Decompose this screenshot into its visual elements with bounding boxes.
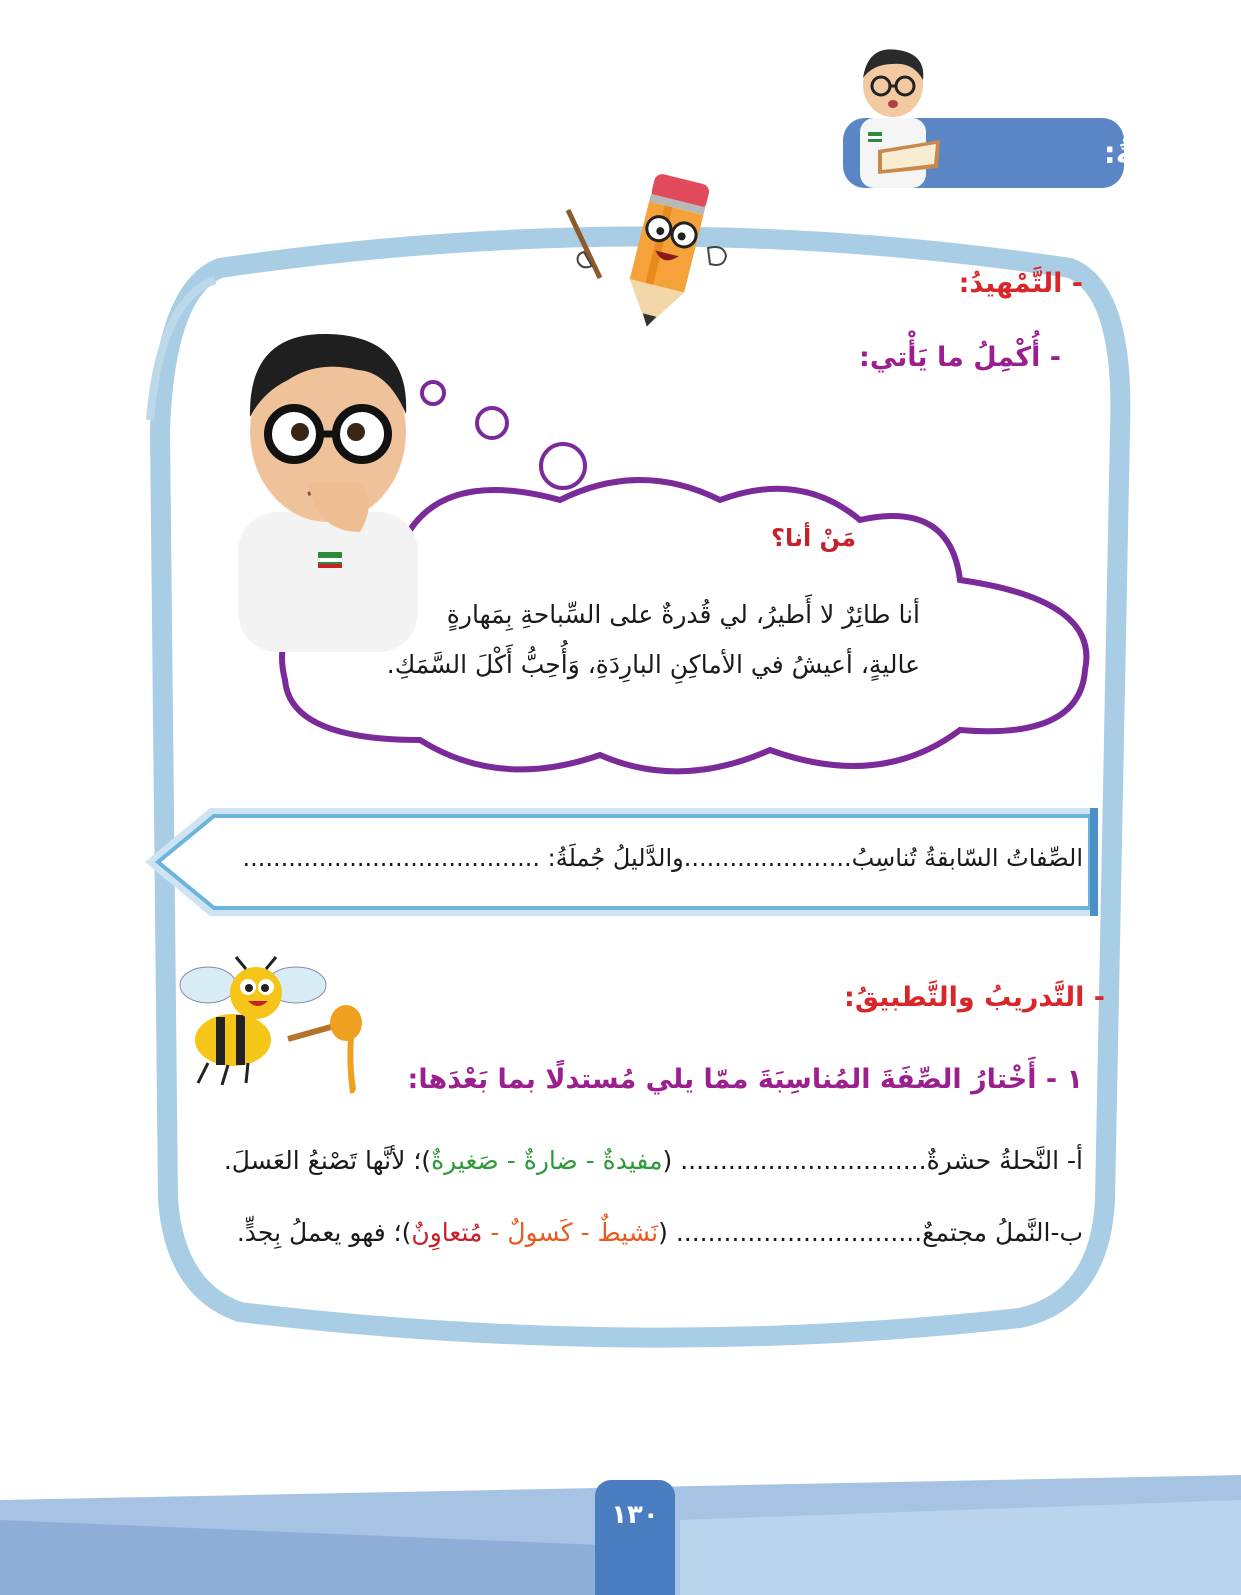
cloud-riddle: [340, 590, 920, 690]
item-b-option-3: مُتعاوِنٌ: [411, 1218, 483, 1247]
answer-line: [242, 844, 1083, 872]
thought-bubble-medium: [477, 408, 507, 438]
item-a-reason: )؛ لأنَّها تَصْنعُ العَسلَ.: [223, 1146, 432, 1175]
answer-prompt-2: والدَّليلُ جُملَةُ:: [547, 844, 684, 872]
item-b-option-2: كَسولٌ: [507, 1218, 573, 1247]
answer-blank-2[interactable]: .......................................: [242, 844, 540, 872]
cloud-riddle-line1: أنا طائِرٌ لا أَطيرُ، لي قُدرةٌ على السِّباحةِ بِمَهارةٍ: [446, 600, 920, 629]
page-number: ١٣٠: [595, 1480, 675, 1595]
item-a-sep-2: -: [498, 1146, 524, 1175]
item-a-prefix: أ- النَّحلةُ حشرةٌ: [926, 1146, 1083, 1175]
item-b-prefix: ب-النَّملُ مجتمعٌ: [922, 1218, 1083, 1247]
item-b-sep-2: -: [482, 1218, 508, 1247]
item-a: [224, 1146, 1083, 1175]
answer-blank-1[interactable]: ......................: [683, 844, 852, 872]
item-a-sep-1: -: [577, 1146, 603, 1175]
item-b: [237, 1218, 1083, 1247]
item-a-blank[interactable]: ...............................: [680, 1146, 927, 1175]
item-a-open: (: [662, 1146, 673, 1175]
bee-honey-icon: [178, 955, 368, 1105]
cloud-question: مَنْ أنا؟: [771, 524, 856, 552]
practice-heading: - التَّدريبُ والتَّطبيقُ:: [844, 982, 1105, 1013]
item-b-option-1: نَشيطٌ: [597, 1218, 659, 1247]
item-a-option-3: صَغيرةٌ: [431, 1146, 499, 1175]
question-1: ١ - أَخْتارُ الصِّفَةَ المُناسِبَةَ ممّا يلي مُستدلًا بما بَعْدَها:: [407, 1064, 1083, 1095]
item-b-sep-1: -: [572, 1218, 598, 1247]
thought-bubble-large: [541, 444, 585, 488]
item-a-option-1: مفيدةٌ: [602, 1146, 663, 1175]
pencil-mascot-icon: [560, 170, 740, 340]
item-b-open: (: [658, 1218, 668, 1247]
cloud-riddle-line2: عاليةٍ، أعيشُ في الأماكِنِ البارِدَةِ، وَأُحِبُّ أَكْلَ السَّمَكِ.: [386, 650, 920, 679]
item-b-blank[interactable]: ...............................: [675, 1218, 923, 1247]
section-title: البَلاغَةُ:: [1103, 136, 1211, 171]
intro-instruction: - أُكْمِلُ ما يَأْتي:: [859, 342, 1061, 373]
item-b-reason: )؛ فهو يعملُ بِجدٍّ.: [236, 1218, 412, 1247]
intro-heading: - التَّمْهيدُ:: [958, 268, 1083, 299]
boy-reading-icon: [838, 40, 948, 190]
item-a-option-2: ضارةٌ: [523, 1146, 578, 1175]
answer-prompt-1: الصِّفاتُ السّابقةُ تُناسِبُ: [851, 844, 1083, 872]
